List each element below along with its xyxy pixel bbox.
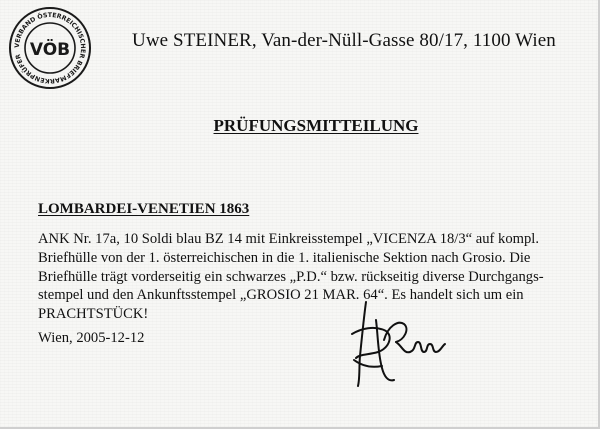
voeb-seal-logo (8, 6, 92, 90)
body-line: stempel und den Ankunftsstempel „GROSIO 21 MAR. 64“. Es handelt sich um ein (38, 287, 524, 304)
place-date: Wien, 2005-12-12 (38, 330, 145, 346)
section-heading: LOMBARDEI-VENETIEN 1863 (38, 201, 250, 217)
body-line: ANK Nr. 17a, 10 Soldi blau BZ 14 mit Einkreisstempel „VICENZA 18/3“ auf kompl. (38, 231, 539, 247)
handwritten-signature (338, 296, 448, 388)
certificate-body (38, 230, 558, 324)
body-line: PRACHTSTÜCK! (38, 306, 149, 323)
body-line: Briefhülle trägt vorderseitig ein schwarzes „P.D.“ bzw. rückseitig diverse Durchgangs- (38, 268, 544, 285)
issuer-address: Uwe STEINER, Van-der-Nüll-Gasse 80/17, 1100 Wien (132, 30, 556, 51)
seal-ring-text: VERBAND ÖSTERREICHISCHER BRIEFMARKENPRÜFER (13, 11, 87, 85)
body-line: Briefhülle von der 1. österreichischen in die 1. italienische Sektion nach Grosio. Die (38, 249, 531, 266)
seal-initials: VÖB (29, 40, 71, 60)
document-title: PRÜFUNGSMITTEILUNG (213, 116, 419, 135)
